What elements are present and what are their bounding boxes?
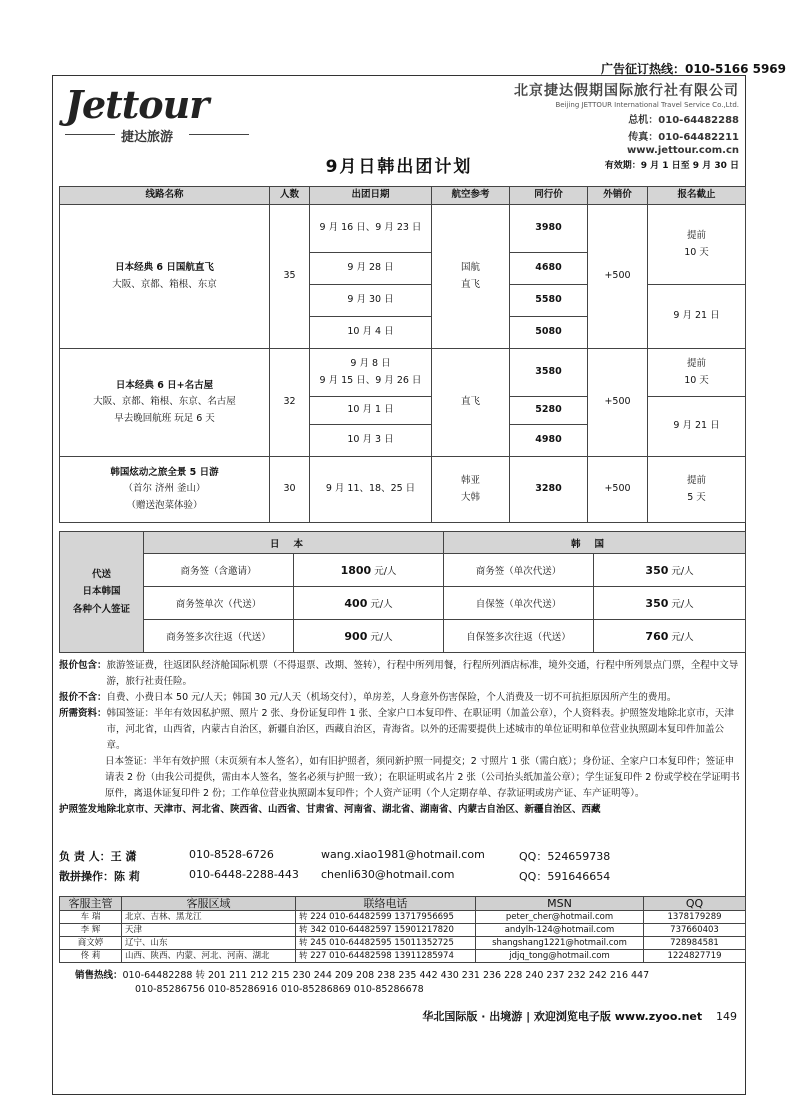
visa-price: 1800 [340,564,372,577]
deadline-cell [648,457,746,523]
company-phone: 总机：010-64482288 [628,115,739,126]
trade-price: 3280 [510,457,588,523]
departure-date: 10 月 1 日 [310,397,432,425]
airline: 国航 [460,262,480,274]
column-header: 线路名称 [60,187,270,205]
deadline: 9 月 21 日 [648,397,746,457]
company-name-en: Beijing JETTOUR International Travel Service Co.,Ltd. [555,101,739,109]
note-documents-japan [59,754,743,802]
visa-unit: 元/人 [671,632,694,643]
service-name: 李 辉 [60,924,122,937]
airline: 直飞 [432,349,510,457]
column-header: 外销价 [588,187,648,205]
note-excluded [59,690,743,706]
people-count: 30 [270,457,310,523]
visa-type: 商务签（含邀请） [144,554,294,587]
visa-price-cell [294,620,444,653]
note-spacer [59,754,105,802]
visa-price: 350 [645,564,669,577]
column-header: 客服主管 [60,897,122,911]
company-fax: 传真：010-64482211 [628,132,739,143]
retail-price: +500 [588,349,648,457]
deadline-cell [648,349,746,397]
visa-label: 代送 [91,569,111,581]
column-header: 联络电话 [296,897,476,911]
title-row [53,152,745,178]
note-text: 旅游签证费，往返团队经济舱国际机票（不得退票、改期、签转），行程中所列用餐，行程所列酒店标准，境外交通，行程中所列景点门票，全程中文导游，旅行社责任险。 [106,660,739,687]
service-area: 天津 [122,924,296,937]
service-table [59,896,746,963]
visa-price-cell [594,620,746,653]
deadline: 提前 [686,475,706,487]
deadline: 10 天 [684,374,709,386]
route-name: 日本经典 6 日国航直飞 [115,262,214,274]
departure-date: 9 月 11、18、25 日 [310,457,432,523]
note-documents-korea [59,706,743,754]
visa-price-cell [594,554,746,587]
company-website[interactable]: www.jettour.com.cn [626,145,739,156]
table-row [60,911,746,924]
visa-type: 自保签多次往返（代送） [444,620,594,653]
ad-hotline: 广告征订热线：010-5166 5969 [600,62,786,76]
visa-unit: 元/人 [671,599,694,610]
contact-phone: 010-6448-2288-443 [189,868,299,881]
departure-date-cell [310,349,432,397]
route-cell [60,349,270,457]
visa-unit: 元/人 [671,566,694,577]
service-msn[interactable]: peter_cher@hotmail.com [476,911,644,924]
visa-label: 各种个人签证 [72,603,130,615]
note-included [59,658,743,690]
logo [65,82,255,156]
logo-subtitle: 捷达旅游 [121,130,174,145]
note-passport [59,802,743,818]
airline-cell [432,205,510,349]
service-msn[interactable]: jdjq_tong@hotmail.com [476,950,644,963]
page-frame [52,75,746,1095]
route-detail: （赠送泡菜体验） [126,499,203,511]
sales-line [75,969,649,983]
visa-type: 商务签多次往返（代送） [144,620,294,653]
trade-price: 4680 [510,253,588,285]
page-number: 149 [716,1010,737,1023]
column-header: QQ [644,897,746,911]
company-info [514,80,739,156]
trade-price: 4980 [510,425,588,457]
notes-section [59,658,743,818]
tour-table [59,186,746,523]
visa-country-japan: 日本 [144,532,444,554]
contact-row [59,848,743,868]
deadline-cell [648,205,746,285]
contact-qq: QQ：524659738 [519,850,611,863]
contact-role: 负 责 人：王 潇 [59,850,137,863]
sales-hotline [75,969,649,997]
service-qq: 1224827719 [644,950,746,963]
contact-qq: QQ：591646654 [519,870,611,883]
route-detail: （首尔 济州 釜山） [123,483,206,495]
visa-price-cell [594,587,746,620]
service-msn[interactable]: shangshang1221@hotmail.com [476,937,644,950]
route-detail: 大阪、京都、箱根、东京、名古屋 [93,396,236,408]
service-name: 佟 莉 [60,950,122,963]
route-name: 日本经典 6 日+名古屋 [115,380,214,392]
service-phone: 转 224 010-64482599 13717956695 [296,911,476,924]
visa-type: 自保签（单次代送） [444,587,594,620]
note-text: 韩国签证：半年有效因私护照、照片 2 张、身份证复印件 1 张、全家户口本复印件、在职证明（加盖公章），个人资料表。护照签发地除北京市，天津市，河北省，山西省，内蒙古自治区，新疆自治区，西藏自治区，青海省。以外的还需要提供上述城市的单位证明和单位营业执照副本复印件加盖公章。 [106,708,734,751]
visa-price-cell [294,554,444,587]
route-detail: 大阪、京都、箱根、东京 [112,278,217,290]
route-cell [60,457,270,523]
trade-price: 5280 [510,397,588,425]
trade-price: 3980 [510,205,588,253]
visa-price: 350 [645,597,669,610]
note-label: 报价包含： [59,660,107,671]
airline: 大韩 [460,491,480,503]
sales-numbers: 010-85286756 010-85286916 010-85286869 010-85286678 [135,984,424,995]
service-qq: 737660403 [644,924,746,937]
trade-price: 5080 [510,317,588,349]
visa-price: 760 [645,630,669,643]
route-cell [60,205,270,349]
retail-price: +500 [588,205,648,349]
visa-unit: 元/人 [370,632,393,643]
logo-divider [65,134,115,135]
departure-date: 10 月 4 日 [310,317,432,349]
column-header: MSN [476,897,644,911]
visa-price: 400 [344,597,368,610]
departure-date: 10 月 3 日 [310,425,432,457]
service-phone: 转 227 010-64482598 13911285974 [296,950,476,963]
page-footer [53,1008,737,1024]
trade-price: 3580 [510,349,588,397]
contact-row [59,868,743,888]
table-row [60,554,746,587]
contacts-section [59,848,743,888]
service-area: 辽宁、山东 [122,937,296,950]
deadline: 提前 [686,230,706,242]
table-row [60,587,746,620]
validity-period: 有效期：9 月 1 日至 9 月 30 日 [604,161,739,171]
airline: 韩亚 [460,475,480,487]
deadline: 5 天 [687,491,706,503]
table-row [60,950,746,963]
departure-date: 9 月 8 日 [350,358,391,370]
visa-price-cell [294,587,444,620]
service-name: 车 瑞 [60,911,122,924]
column-header: 出团日期 [310,187,432,205]
column-header: 同行价 [510,187,588,205]
column-header: 报名截止 [648,187,746,205]
retail-price: +500 [588,457,648,523]
visa-header-row [60,532,746,554]
visa-label: 日本韩国 [82,586,121,598]
logo-word: Jettour [65,82,209,127]
visa-label-cell [60,532,144,653]
people-count: 32 [270,349,310,457]
note-label: 所需资料： [59,708,107,719]
table-row [60,205,746,253]
visa-type: 商务签单次（代送） [144,587,294,620]
table-row [60,620,746,653]
visa-table [59,531,746,653]
column-header: 航空参考 [432,187,510,205]
column-header: 客服区域 [122,897,296,911]
logo-divider [189,134,249,135]
contact-email[interactable]: wang.xiao1981@hotmail.com [321,848,485,861]
service-qq: 1378179289 [644,911,746,924]
service-header [60,897,746,911]
route-detail: 早去晚回航班 玩足 6 天 [114,412,215,424]
service-phone: 转 342 010-64482597 15901217820 [296,924,476,937]
note-text: 自费、小费日本 50 元/人天；韩国 30 元/人天（机场交付），单房差，人身意外伤害保险，个人消费及一切不可抗拒原因所产生的费用。 [106,692,677,703]
note-text: 日本签证：半年有效护照（末页须有本人签名），如有旧护照者，须同新护照一同提交；2 寸照片 1 张（需白底）；身份证、全家户口本复印件；签证申请表 2 份（由我公司提供，需由本人签名，签名必须与护照一致）；在职证明或名片 2 张（公司抬头纸加盖公章）；学生证复印件 2 份或学校在学证明书原件，离退休证复印件 2 份；工作单位营业执照副本复印件；个人资产证明（个人定期存单、存款证明或房产证、车产证明等）。 [105,756,740,799]
service-area: 山西、陕西、内蒙、河北、河南、湖北 [122,950,296,963]
service-phone: 转 245 010-64482595 15011352725 [296,937,476,950]
page-title: 9月日韩出团计划 [325,157,473,177]
tour-table-header [60,187,746,205]
route-name: 韩国炫动之旅全景 5 日游 [110,467,219,479]
departure-date: 9 月 15 日、9 月 26 日 [319,374,422,386]
departure-date: 9 月 16 日、9 月 23 日 [310,205,432,253]
note-text: 护照签发地除北京市、天津市、河北省、陕西省、山西省、甘肃省、河南省、湖北省、湖南省、内蒙古自治区、新疆自治区、西藏 [59,804,601,815]
service-area: 北京、吉林、黑龙江 [122,911,296,924]
departure-date: 9 月 28 日 [310,253,432,285]
footer-text: 华北国际版 · 出境游 | 欢迎浏览电子版 www.zyoo.net [422,1010,703,1023]
visa-unit: 元/人 [374,566,397,577]
sales-numbers: 010-64482288 转 201 211 212 215 230 244 209 208 238 235 442 430 231 236 228 240 237 232 242 216 447 [122,970,650,981]
contact-phone: 010-8528-6726 [189,848,274,861]
note-label: 报价不含： [59,692,107,703]
company-name-cn: 北京捷达假期国际旅行社有限公司 [514,83,739,99]
visa-price: 900 [344,630,368,643]
visa-unit: 元/人 [370,599,393,610]
sales-label: 销售热线： [75,970,123,981]
visa-country-korea: 韩国 [444,532,746,554]
service-qq: 728984581 [644,937,746,950]
table-row [60,349,746,397]
visa-type: 商务签（单次代送） [444,554,594,587]
airline-type: 直飞 [460,278,480,290]
table-row [60,937,746,950]
airline-cell [432,457,510,523]
column-header: 人数 [270,187,310,205]
departure-date: 9 月 30 日 [310,285,432,317]
service-name: 商文婷 [60,937,122,950]
contact-email[interactable]: chenli630@hotmail.com [321,868,455,881]
table-row [60,924,746,937]
deadline: 10 天 [684,246,709,258]
service-msn[interactable]: andylh-124@hotmail.com [476,924,644,937]
contact-role: 散拼操作：陈 莉 [59,870,140,883]
deadline: 提前 [686,358,706,370]
people-count: 35 [270,205,310,349]
table-row [60,457,746,523]
deadline: 9 月 21 日 [648,285,746,349]
trade-price: 5580 [510,285,588,317]
